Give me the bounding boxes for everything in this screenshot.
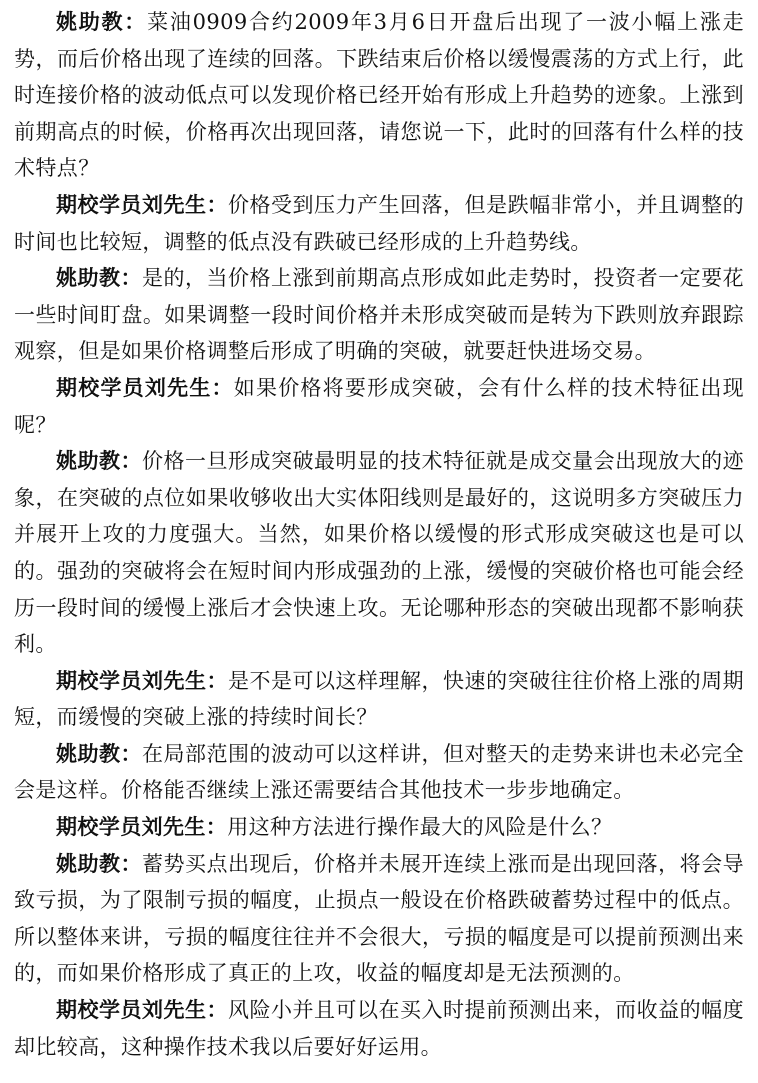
- dialogue-paragraph: [14, 809, 744, 846]
- paragraph-text: 在局部范围的波动可以这样讲，但对整天的走势来讲也未必完全会是这样。价格能否继续上涨还需要结合其他技术一步步地确定。: [14, 741, 744, 803]
- paragraph-text: 菜油0909合约2009年3月6日开盘后出现了一波小幅上涨走势，而后价格出现了连续的回落。下跌结束后价格以缓慢震荡的方式上行，此时连接价格的波动低点可以发现价格已经开始有形成上升趋势的迹象。上涨到前期高点的时候，价格再次出现回落，请您说一下，此时的回落有什么样的技术特点？: [14, 10, 745, 181]
- paragraph-text: 风险小并且可以在买入时提前预测出来，而收益的幅度却比较高，这种操作技术我以后要好好运用。: [14, 998, 744, 1059]
- dialogue-paragraph: [14, 260, 744, 370]
- speaker-label: 期校学员刘先生：: [56, 375, 234, 400]
- speaker-label: 期校学员刘先生：: [56, 192, 229, 217]
- dialogue-paragraph: [14, 370, 744, 443]
- paragraph-text: 是不是可以这样理解，快速的突破往往价格上涨的周期短，而缓慢的突破上涨的持续时间长？: [14, 668, 744, 730]
- dialogue-paragraph: [14, 736, 744, 809]
- speaker-label: 姚助教：: [56, 449, 143, 474]
- dialogue-paragraph: [14, 846, 744, 992]
- paragraph-text: 如果价格将要形成突破，会有什么样的技术特征出现呢？: [14, 375, 744, 437]
- speaker-label: 姚助教：: [56, 10, 148, 34]
- dialogue-paragraph: [14, 992, 744, 1065]
- paragraph-text: 蓄势买点出现后，价格并未展开连续上涨而是出现回落，将会导致亏损，为了限制亏损的幅度，止损点一般设在价格跌破蓄势过程中的低点。所以整体来讲，亏损的幅度往往并不会很大，亏损的幅度是可以提前预测出来的，而如果价格形成了真正的上攻，收益的幅度却是无法预测的。: [14, 851, 744, 986]
- speaker-label: 期校学员刘先生：: [56, 998, 229, 1023]
- dialogue-paragraph: [14, 443, 744, 663]
- paragraph-text: 价格受到压力产生回落，但是跌幅非常小，并且调整的时间也比较短，调整的低点没有跌破已经形成的上升趋势线。: [14, 192, 744, 254]
- paragraph-text: 用这种方法进行操作最大的风险是什么？: [227, 815, 613, 840]
- paragraph-text: 价格一旦形成突破最明显的技术特征就是成交量会出现放大的迹象，在突破的点位如果收够收出大实体阳线则是最好的，这说明多方突破压力并展开上攻的力度强大。当然，如果价格以缓慢的形式形成突破这也是可以的。强劲的突破将会在短时间内形成强劲的上涨，缓慢的突破价格也可能会经历一段时间的缓慢上涨后才会快速上攻。无论哪种形态的突破出现都不影响获利。: [14, 449, 744, 657]
- dialogue-paragraph: [14, 4, 744, 187]
- speaker-label: 姚助教：: [56, 851, 143, 876]
- dialogue-paragraph: [14, 663, 744, 736]
- dialogue-paragraph: [14, 187, 744, 260]
- speaker-label: 姚助教：: [56, 266, 143, 291]
- speaker-label: 期校学员刘先生：: [56, 815, 228, 840]
- speaker-label: 姚助教：: [56, 741, 143, 766]
- speaker-label: 期校学员刘先生：: [56, 668, 229, 693]
- paragraph-text: 是的，当价格上涨到前期高点形成如此走势时，投资者一定要花一些时间盯盘。如果调整一段时间价格并未形成突破而是转为下跌则放弃跟踪观察，但是如果价格调整后形成了明确的突破，就要赶快进场交易。: [14, 266, 744, 364]
